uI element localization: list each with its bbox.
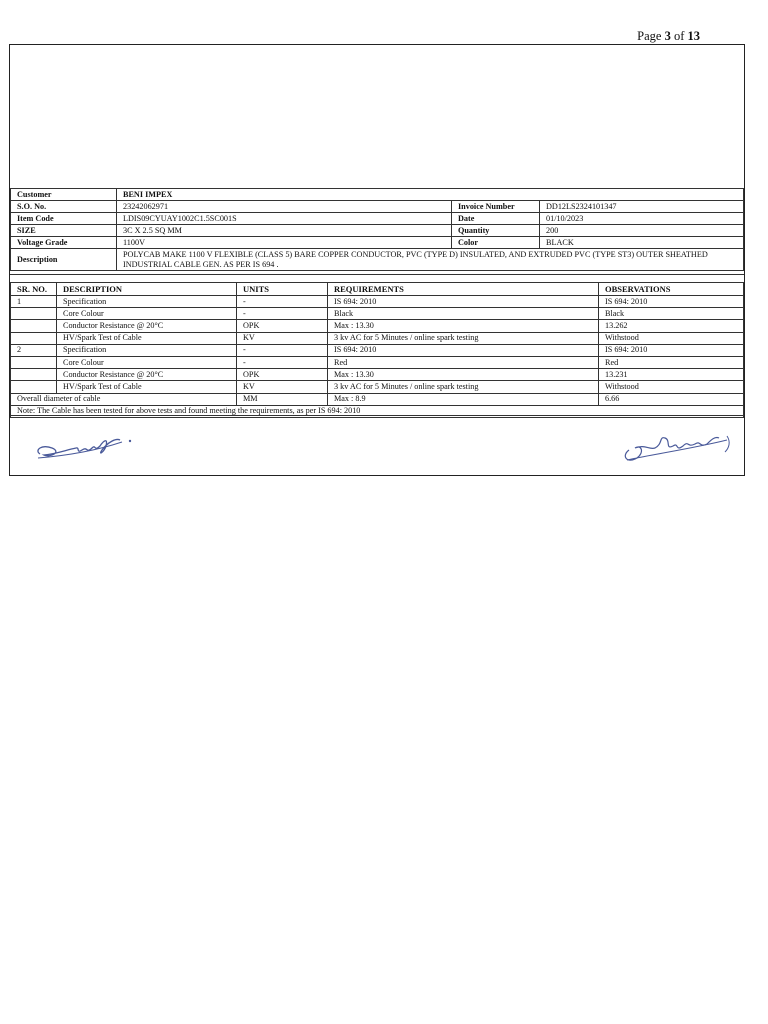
table-row [11, 356, 744, 368]
header-units: UNITS [237, 283, 328, 296]
cell-units: OPK [237, 369, 328, 381]
test-note: Note: The Cable has been tested for above tests and found meeting the requirements, as per IS 694: 2010 [11, 405, 744, 417]
table-row [11, 320, 744, 332]
date-value: 01/10/2023 [540, 213, 744, 225]
so-label: S.O. No. [11, 201, 117, 213]
header-description: DESCRIPTION [57, 283, 237, 296]
cell-description: Specification [57, 296, 237, 308]
cell-sr [11, 332, 57, 344]
cell-units: - [237, 356, 328, 368]
header-observations: OBSERVATIONS [599, 283, 744, 296]
item-value: LDIS09CYUAY1002C1.5SC001S [117, 213, 452, 225]
table-row [11, 332, 744, 344]
cell-requirements: 3 kv AC for 5 Minutes / online spark testing [328, 332, 599, 344]
quantity-value: 200 [540, 225, 744, 237]
left-signature [32, 428, 142, 464]
header-requirements: REQUIREMENTS [328, 283, 599, 296]
so-row [11, 201, 744, 213]
cell-requirements: 3 kv AC for 5 Minutes / online spark testing [328, 381, 599, 393]
size-row [11, 225, 744, 237]
item-label: Item Code [11, 213, 117, 225]
page-total: 13 [687, 29, 700, 43]
size-label: SIZE [11, 225, 117, 237]
cell-sr [11, 320, 57, 332]
cell-description: Core Colour [57, 356, 237, 368]
color-label: Color [452, 237, 540, 249]
table-row [11, 296, 744, 308]
cell-units: OPK [237, 320, 328, 332]
so-value: 23242062971 [117, 201, 452, 213]
invoice-value: DD12LS2324101347 [540, 201, 744, 213]
cell-description: Core Colour [57, 308, 237, 320]
page-number [637, 29, 700, 44]
cell-description: Conductor Resistance @ 20°C [57, 320, 237, 332]
cell-sr [11, 369, 57, 381]
cell-sr [11, 381, 57, 393]
table-row [11, 381, 744, 393]
cell-description: Specification [57, 344, 237, 356]
item-row [11, 213, 744, 225]
order-info-table [10, 188, 744, 271]
date-label: Date [452, 213, 540, 225]
description-value: POLYCAB MAKE 1100 V FLEXIBLE (CLASS 5) BARE COPPER CONDUCTOR, PVC (TYPE D) INSULATED, AND EXTRUDED PVC (TYPE ST3) OUTER SHEATHED INDUSTRIAL CABLE GEN. AS PER IS 694 . [117, 249, 744, 271]
customer-value: BENI IMPEX [117, 189, 744, 201]
voltage-value: 1100V [117, 237, 452, 249]
cell-description: HV/Spark Test of Cable [57, 332, 237, 344]
page-of: of [670, 29, 688, 43]
voltage-row [11, 237, 744, 249]
cell-description: HV/Spark Test of Cable [57, 381, 237, 393]
cell-observations: 13.262 [599, 320, 744, 332]
customer-label: Customer [11, 189, 117, 201]
overall-diameter-units: MM [237, 393, 328, 405]
cell-sr: 2 [11, 344, 57, 356]
right-signature [615, 426, 735, 466]
cell-sr [11, 308, 57, 320]
cell-requirements: IS 694: 2010 [328, 296, 599, 308]
table-row [11, 344, 744, 356]
cell-units: KV [237, 381, 328, 393]
test-results-table [10, 282, 744, 418]
customer-row [11, 189, 744, 201]
description-row [11, 249, 744, 271]
cell-observations: Black [599, 308, 744, 320]
cell-requirements: IS 694: 2010 [328, 344, 599, 356]
overall-diameter-row [11, 393, 744, 405]
cell-units: - [237, 344, 328, 356]
cell-sr [11, 356, 57, 368]
page-current: 3 [664, 29, 671, 43]
invoice-label: Invoice Number [452, 201, 540, 213]
cell-units: - [237, 296, 328, 308]
letterhead-blank-area [10, 45, 744, 188]
cell-units: KV [237, 332, 328, 344]
cell-requirements: Max : 13.30 [328, 369, 599, 381]
cell-observations: 13.231 [599, 369, 744, 381]
cell-observations: Withstood [599, 381, 744, 393]
voltage-label: Voltage Grade [11, 237, 117, 249]
cell-observations: Withstood [599, 332, 744, 344]
description-label: Description [11, 249, 117, 271]
cell-units: - [237, 308, 328, 320]
cell-description: Conductor Resistance @ 20°C [57, 369, 237, 381]
cell-requirements: Black [328, 308, 599, 320]
table-row [11, 308, 744, 320]
size-value: 3C X 2.5 SQ MM [117, 225, 452, 237]
overall-diameter-observation: 6.66 [599, 393, 744, 405]
cell-sr: 1 [11, 296, 57, 308]
cell-observations: Red [599, 356, 744, 368]
color-value: BLACK [540, 237, 744, 249]
overall-diameter-requirement: Max : 8.9 [328, 393, 599, 405]
cell-observations: IS 694: 2010 [599, 344, 744, 356]
certificate-frame [9, 44, 745, 476]
signature-area [10, 415, 744, 476]
cell-requirements: Max : 13.30 [328, 320, 599, 332]
table-row [11, 369, 744, 381]
quantity-label: Quantity [452, 225, 540, 237]
cell-observations: IS 694: 2010 [599, 296, 744, 308]
overall-diameter-label: Overall diameter of cable [11, 393, 237, 405]
cell-requirements: Red [328, 356, 599, 368]
test-header-row [11, 283, 744, 296]
header-sr-no: SR. NO. [11, 283, 57, 296]
page-prefix: Page [637, 29, 665, 43]
